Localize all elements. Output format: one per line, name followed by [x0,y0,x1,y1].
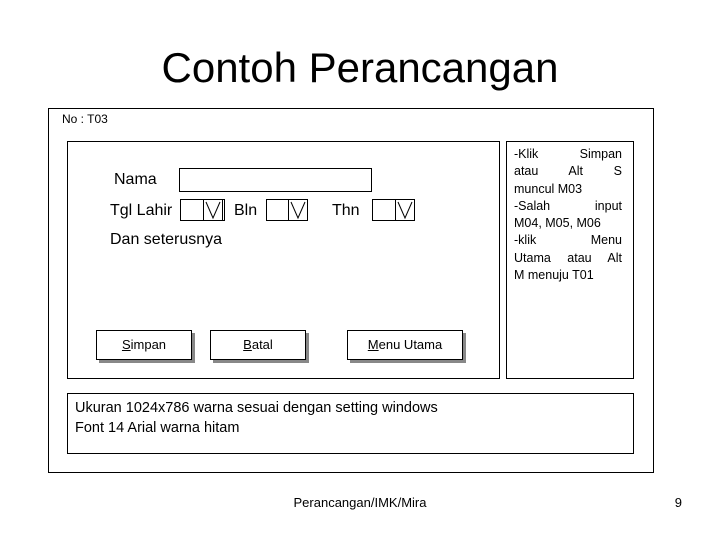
note-line: -Klik Simpan [514,147,622,161]
bln-dropdown-arrow[interactable] [288,199,308,221]
note-line: atau Alt S [514,164,622,179]
thn-dropdown-arrow[interactable] [395,199,415,221]
bln-label: Bln [234,202,258,219]
note-line: -Salah input [514,198,622,213]
batal-access-key: B [243,337,252,352]
slide-footer: Perancangan/IMK/Mira [293,495,427,510]
spec-text [75,398,438,438]
chevron-down-icon [289,200,307,220]
simpan-button[interactable] [96,330,192,360]
chevron-down-icon [396,200,414,220]
nama-label: Nama [114,171,157,188]
batal-label-rest: atal [251,337,273,352]
tgl-lahir-label: Tgl Lahir [110,202,173,219]
menu-utama-label-rest: enu Utama [378,337,443,352]
nama-input[interactable] [179,168,372,192]
simpan-label-rest: impan [130,337,167,352]
spec-line-2: Font 14 Arial warna hitam [75,420,240,436]
note-line: Utama atau Alt [514,250,622,265]
dan-seterusnya-text: Dan seterusnya [110,231,223,248]
spec-line-1: Ukuran 1024x786 warna sesuai dengan setting windows [75,400,438,416]
note-line: M menuju T01 [514,268,594,283]
notes-text [514,146,622,284]
note-line: muncul M03 [514,181,583,196]
note-line: -klik Menu [514,233,622,248]
slide-title: Contoh Perancangan [161,44,559,91]
page-number: 9 [674,495,682,510]
tgl-dropdown-arrow[interactable] [203,199,223,221]
chevron-down-icon [204,200,222,220]
menu-utama-access-key: M [367,337,379,352]
note-line: M04, M05, M06 [514,216,601,231]
thn-label: Thn [332,202,360,219]
batal-button[interactable] [210,330,306,360]
menu-utama-button[interactable] [347,330,463,360]
screen-code: No : T03 [62,112,108,126]
simpan-access-key: S [121,337,131,352]
